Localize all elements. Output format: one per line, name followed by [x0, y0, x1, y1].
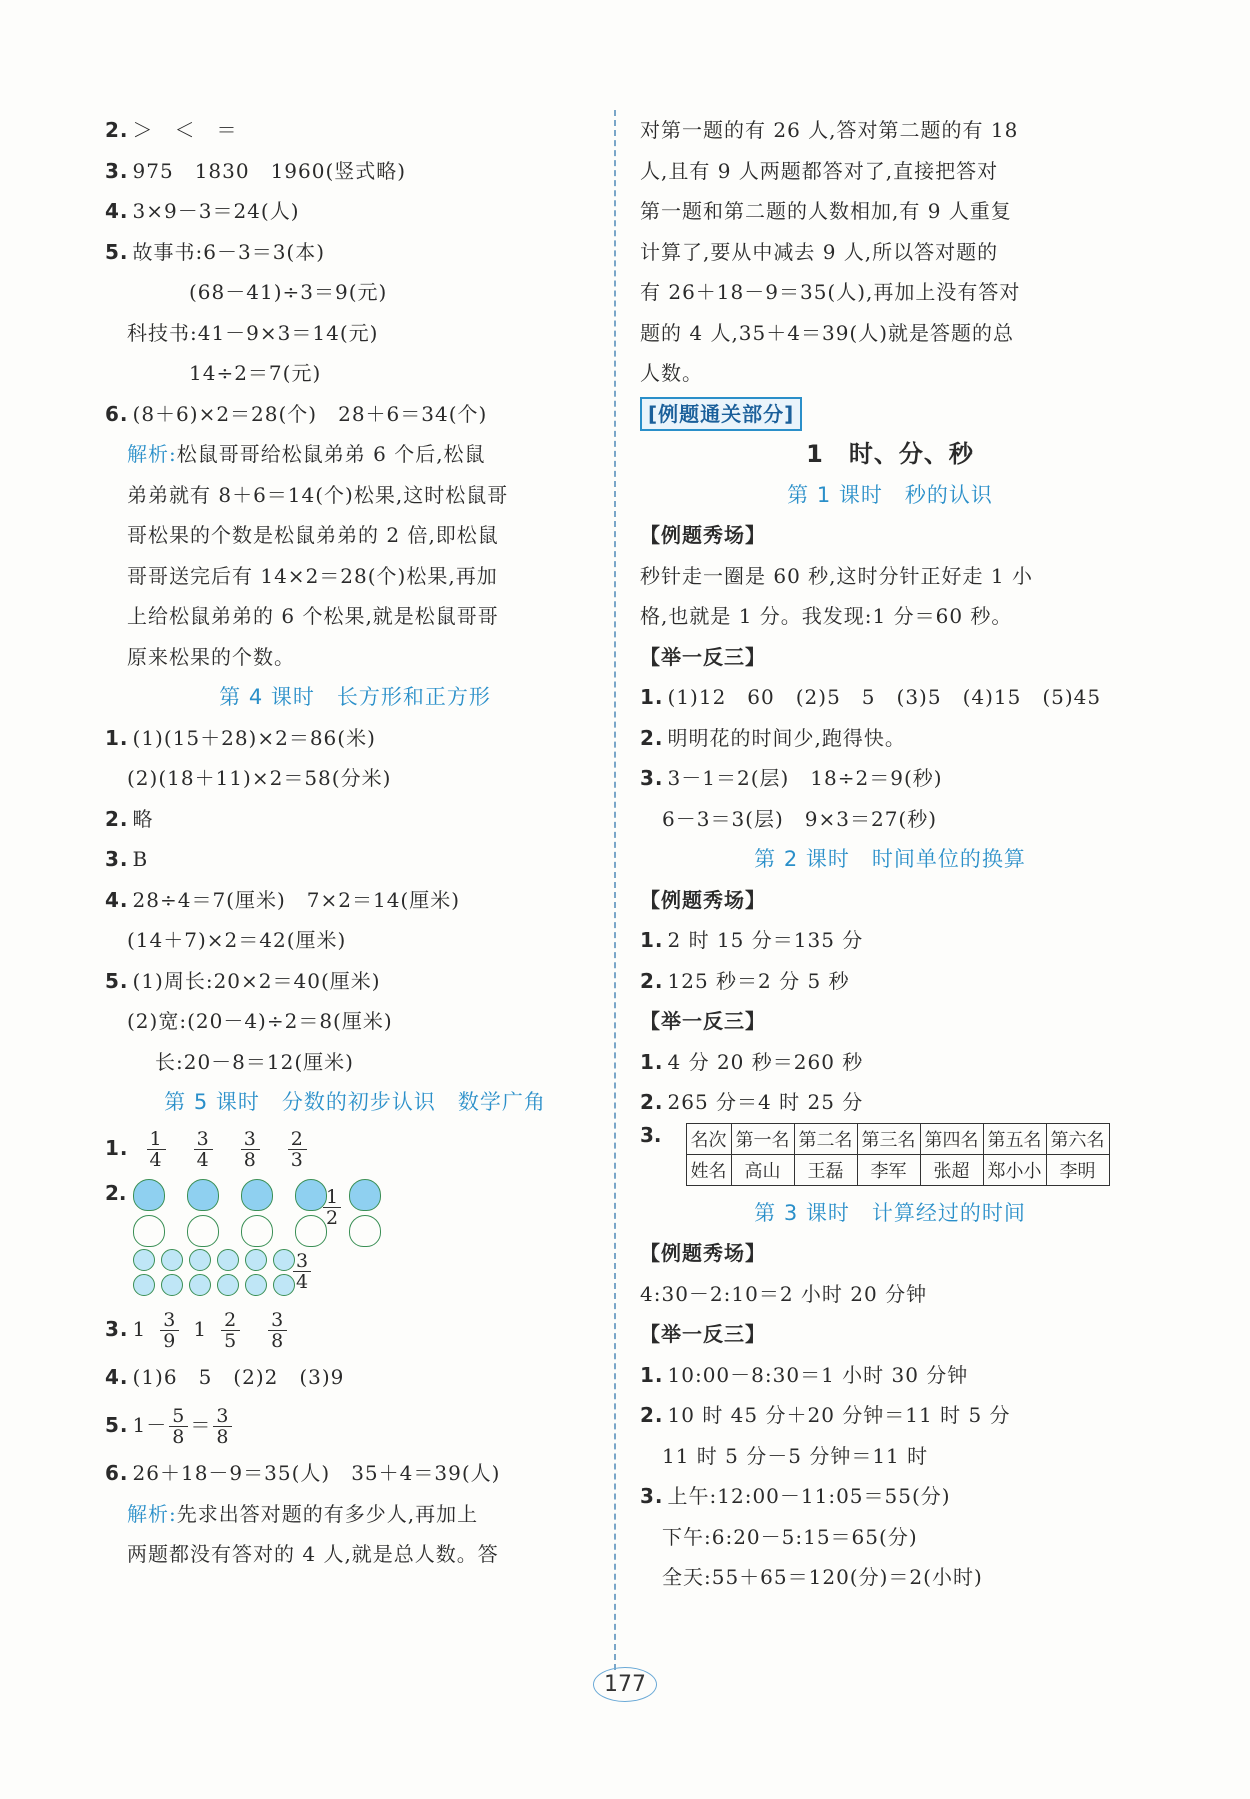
answer-line [640, 1082, 1140, 1123]
answer-line [105, 1453, 605, 1494]
answer-text: 3－1＝2(层) 18÷2＝9(秒) [667, 766, 943, 790]
flower-icon [245, 1249, 267, 1271]
answer-text: 秒针走一圈是 60 秒,这时分针正好走 1 小 [640, 563, 1033, 588]
question-number: 6. [105, 1461, 129, 1485]
answer-text: (8＋6)×2＝28(个) 28＋6＝34(个) [132, 401, 488, 426]
peach-group [133, 1179, 381, 1251]
answer-text: 6－3＝3(层) 9×3＝27(秒) [662, 806, 938, 831]
answer-text: ＝ [190, 1413, 212, 1437]
fraction [241, 1129, 260, 1170]
question-number: 5. [105, 239, 129, 264]
answer-line [105, 353, 605, 394]
denominator: 8 [243, 1148, 257, 1171]
table-header-row [686, 1123, 1109, 1154]
flower-icon [217, 1249, 239, 1271]
ranking-table [686, 1123, 1110, 1186]
answer-line [640, 758, 1140, 799]
answer-text: 先求出答对题的有多少人,再加上 [176, 1501, 479, 1526]
lesson-3-title: 第 3 课时 计算经过的时间 [754, 1200, 1026, 1225]
answer-line [105, 1001, 605, 1042]
question-number: 4. [105, 887, 129, 912]
answer-text: 计算了,要从中减去 9 人,所以答对题的 [640, 239, 999, 264]
answer-text: (2)(18＋11)×2＝58(分米) [127, 766, 392, 790]
peach-row [133, 1215, 381, 1247]
question-3-fractions [105, 1301, 605, 1357]
flower-icon [133, 1249, 155, 1271]
answer-text: 故事书:6－3＝3(本) [132, 239, 326, 264]
practice-heading: 【举一反三】 [640, 1009, 766, 1033]
answer-text: 265 分＝4 时 25 分 [667, 1090, 864, 1114]
answer-text: (68－41)÷3＝9(元) [189, 280, 388, 304]
answer-line [640, 677, 1140, 718]
example-heading: 【例题秀场】 [640, 887, 766, 912]
peach-icon [133, 1179, 165, 1211]
fraction [160, 1310, 179, 1351]
question-number: 2. [105, 806, 129, 831]
answer-text: 原来松果的个数。 [127, 644, 295, 669]
table-cell: 高山 [731, 1154, 794, 1185]
answer-text: 975 1830 1960(竖式略) [132, 158, 407, 183]
answer-line [105, 394, 605, 435]
answer-line [105, 191, 605, 232]
answer-line [105, 110, 605, 151]
question-2-shapes [105, 1173, 605, 1301]
lesson-5-title: 第 5 课时 分数的初步认识 数学广角 [164, 1090, 546, 1114]
question-3-table [640, 1123, 1140, 1193]
flower-icon [217, 1274, 239, 1296]
answer-text: (1)12 60 (2)5 5 (3)5 (4)15 (5)45 [667, 685, 1102, 709]
answer-text: 长:20－8＝12(厘米) [155, 1049, 354, 1074]
question-number: 2. [640, 1403, 664, 1427]
numerator: 3 [293, 1251, 311, 1272]
table-row [686, 1154, 1109, 1185]
numerator: 3 [268, 1310, 287, 1331]
denominator: 8 [271, 1329, 285, 1352]
denominator: 5 [224, 1329, 238, 1352]
table-cell: 名次 [686, 1123, 731, 1154]
denominator: 3 [290, 1148, 304, 1171]
question-number: 3. [105, 1316, 129, 1341]
question-1-fractions [105, 1123, 605, 1173]
left-column [105, 110, 605, 1575]
answer-line [105, 637, 605, 678]
question-number: 5. [105, 1413, 129, 1437]
table-cell: 王磊 [794, 1154, 857, 1185]
peach-icon [187, 1215, 219, 1247]
answer-text: 全天:55＋65＝120(分)＝2(小时) [662, 1565, 983, 1589]
flower-icon [245, 1274, 267, 1296]
answer-text: 有 26＋18－9＝35(人),再加上没有答对 [640, 280, 1021, 304]
answer-text: 略 [132, 806, 154, 831]
answer-line [640, 151, 1140, 192]
answer-text: 4:30－2:10＝2 小时 20 分钟 [640, 1281, 928, 1306]
flower-icon [133, 1274, 155, 1296]
answer-line [640, 1274, 1140, 1315]
answer-text: 10:00－8:30＝1 小时 30 分钟 [667, 1362, 969, 1387]
answer-line [105, 232, 605, 273]
question-number: 3. [640, 1484, 664, 1508]
denominator: 8 [172, 1426, 186, 1448]
answer-line [640, 1557, 1140, 1598]
question-number: 2. [640, 725, 664, 750]
denominator: 4 [149, 1148, 163, 1171]
flower-icon [273, 1274, 295, 1296]
answer-line [105, 718, 605, 759]
answer-text: 弟弟就有 8＋6＝14(个)松果,这时松鼠哥 [127, 482, 509, 507]
answer-text: 第一题和第二题的人数相加,有 9 人重复 [640, 199, 1012, 223]
answer-text: 哥松果的个数是松鼠弟弟的 2 倍,即松鼠 [127, 523, 499, 547]
answer-line [105, 313, 605, 354]
answer-text: B [132, 847, 149, 871]
question-number: 1. [105, 725, 129, 750]
peach-icon [241, 1215, 273, 1247]
answer-text: 两题都没有答对的 4 人,就是总人数。答 [127, 1542, 499, 1566]
numerator: 3 [194, 1129, 213, 1150]
numerator: 3 [241, 1129, 260, 1150]
answer-line [640, 1355, 1140, 1396]
answer-line [640, 1395, 1140, 1436]
practice-heading: 【举一反三】 [640, 1322, 766, 1346]
answer-line [640, 1476, 1140, 1517]
question-number: 1. [640, 1362, 664, 1387]
answer-text: 哥哥送完后有 14×2＝28(个)松果,再加 [127, 563, 498, 588]
analysis-label: 解析: [127, 442, 177, 466]
unit-title: 1 时、分、秒 [806, 440, 974, 468]
question-number: 1. [640, 928, 664, 952]
lesson-2-title: 第 2 课时 时间单位的换算 [754, 847, 1026, 871]
answer-text: 人,且有 9 人两题都答对了,直接把答对 [640, 158, 999, 183]
answer-line [640, 353, 1140, 394]
fraction [288, 1129, 307, 1170]
answer-line [105, 758, 605, 799]
practice-heading: 【举一反三】 [640, 644, 766, 669]
answer-text: 26＋18－9＝35(人) 35＋4＝39(人) [132, 1461, 501, 1485]
answer-line [105, 556, 605, 597]
peach-icon [241, 1179, 273, 1211]
table-cell: 张超 [920, 1154, 983, 1185]
answer-text: 1－ [132, 1413, 168, 1437]
table-cell: 郑小小 [983, 1154, 1046, 1185]
answer-line [640, 799, 1140, 840]
denominator: 2 [326, 1206, 339, 1229]
answer-line [640, 556, 1140, 597]
answer-line [105, 1534, 605, 1575]
answer-text: 28÷4＝7(厘米) 7×2＝14(厘米) [132, 887, 461, 912]
numerator: 1 [323, 1187, 341, 1208]
example-heading: 【例题秀场】 [640, 523, 766, 547]
section-tag-line [640, 394, 1140, 435]
answer-text: (1)(15＋28)×2＝86(米) [132, 725, 376, 750]
numerator: 2 [288, 1129, 307, 1150]
numerator: 5 [169, 1406, 188, 1427]
answer-line [105, 920, 605, 961]
analysis-label: 解析: [127, 1501, 177, 1526]
fraction [194, 1129, 213, 1170]
answer-line [105, 1357, 605, 1398]
numerator: 3 [160, 1310, 179, 1331]
answer-text: (1)周长:20×2＝40(厘米) [132, 968, 381, 993]
question-number: 4. [105, 1364, 129, 1389]
question-number: 6. [105, 401, 129, 426]
answer-line [640, 313, 1140, 354]
answer-text: 1 [193, 1316, 208, 1341]
answer-line [640, 961, 1140, 1002]
question-5-fractions [105, 1397, 605, 1453]
answer-text: 人数。 [640, 361, 703, 385]
answer-line [640, 920, 1140, 961]
answer-line [105, 475, 605, 516]
denominator: 9 [163, 1329, 177, 1352]
answer-line [640, 110, 1140, 151]
answer-line [640, 232, 1140, 273]
answer-text: 1 [132, 1316, 147, 1341]
question-number: 2. [640, 1090, 664, 1114]
fraction [221, 1310, 240, 1351]
peach-icon [349, 1215, 381, 1247]
numerator: 2 [221, 1310, 240, 1331]
answer-text: 3×9－3＝24(人) [132, 199, 300, 223]
answer-line [105, 839, 605, 880]
table-cell: 第六名 [1046, 1123, 1109, 1154]
answer-text: 2 时 15 分＝135 分 [667, 928, 864, 952]
flower-icon [161, 1249, 183, 1271]
answer-line [105, 272, 605, 313]
answer-line [105, 434, 605, 475]
answer-text: 125 秒＝2 分 5 秒 [667, 968, 850, 993]
table-cell: 第一名 [731, 1123, 794, 1154]
answer-text: 下午:6:20－5:15＝65(分) [662, 1524, 918, 1549]
denominator: 4 [196, 1148, 210, 1171]
answer-text: 11 时 5 分－5 分钟＝11 时 [662, 1443, 929, 1468]
answer-text: 对第一题的有 26 人,答对第二题的有 18 [640, 118, 1019, 142]
numerator: 1 [147, 1129, 166, 1150]
question-number: 2. [105, 118, 129, 142]
denominator: 4 [296, 1270, 309, 1293]
answer-text: (2)宽:(20－4)÷2＝8(厘米) [127, 1009, 393, 1033]
lesson-1-title: 第 1 课时 秒的认识 [787, 482, 993, 507]
section-tag: [例题通关部分] [640, 397, 802, 431]
answer-line [105, 151, 605, 192]
fraction [293, 1251, 311, 1292]
flower-row [133, 1274, 295, 1296]
question-number: 2. [640, 968, 664, 993]
fraction [147, 1129, 166, 1170]
question-number: 1. [105, 1135, 129, 1160]
answer-line [640, 1042, 1140, 1083]
flower-icon [189, 1274, 211, 1296]
question-number: 3. [640, 1122, 662, 1147]
answer-text: 上给松鼠弟弟的 6 个松果,就是松鼠哥哥 [127, 604, 499, 628]
answer-line [105, 596, 605, 637]
answer-line [105, 515, 605, 556]
table-cell: 姓名 [686, 1154, 731, 1185]
peach-icon [187, 1179, 219, 1211]
answer-line [105, 880, 605, 921]
answer-line [640, 191, 1140, 232]
table-cell: 第三名 [857, 1123, 920, 1154]
right-column [640, 110, 1140, 1598]
fraction [169, 1406, 188, 1447]
table-cell: 李军 [857, 1154, 920, 1185]
question-number: 2. [105, 1180, 127, 1205]
fraction [323, 1187, 341, 1228]
question-number: 4. [105, 199, 129, 223]
question-number: 5. [105, 968, 129, 993]
table-cell: 第二名 [794, 1123, 857, 1154]
answer-text: 4 分 20 秒＝260 秒 [667, 1049, 864, 1074]
question-number: 1. [640, 1049, 664, 1074]
answer-text: (1)6 5 (2)2 (3)9 [132, 1364, 345, 1389]
flower-icon [161, 1274, 183, 1296]
fraction [268, 1310, 287, 1351]
question-number: 1. [640, 685, 664, 709]
answer-line [105, 961, 605, 1002]
table-cell: 李明 [1046, 1154, 1109, 1185]
example-heading: 【例题秀场】 [640, 1241, 766, 1265]
peach-icon [133, 1215, 165, 1247]
answer-line [640, 1517, 1140, 1558]
flower-icon [189, 1249, 211, 1271]
flower-row [133, 1249, 295, 1271]
lesson-4-title: 第 4 课时 长方形和正方形 [219, 685, 491, 709]
answer-text: 格,也就是 1 分。我发现:1 分＝60 秒。 [640, 604, 1013, 628]
peach-icon [349, 1179, 381, 1211]
answer-text: 松鼠哥哥给松鼠弟弟 6 个后,松鼠 [176, 442, 486, 466]
answer-line [640, 596, 1140, 637]
question-number: 3. [640, 766, 664, 790]
answer-text: 上午:12:00－11:05＝55(分) [667, 1484, 951, 1508]
answer-text: 题的 4 人,35＋4＝39(人)就是答题的总 [640, 320, 1015, 345]
flower-icon [273, 1249, 295, 1271]
answer-line [105, 1494, 605, 1535]
answer-text: (14＋7)×2＝42(厘米) [127, 928, 347, 952]
fraction [213, 1406, 232, 1447]
answer-line [640, 272, 1140, 313]
denominator: 8 [216, 1426, 230, 1448]
page-number: 177 [0, 1667, 1250, 1702]
table-cell: 第四名 [920, 1123, 983, 1154]
flower-group [133, 1249, 309, 1299]
answer-line [105, 799, 605, 840]
answer-text: ＞ ＜ ＝ [132, 118, 238, 142]
answer-text: 明明花的时间少,跑得快。 [667, 725, 906, 750]
numerator: 3 [213, 1406, 232, 1427]
peach-row [133, 1179, 381, 1211]
answer-line [640, 1436, 1140, 1477]
answer-line [105, 1042, 605, 1083]
answer-text: 科技书:41－9×3＝14(元) [127, 320, 379, 345]
column-divider [614, 110, 616, 1670]
answer-text: 14÷2＝7(元) [189, 361, 322, 385]
question-number: 3. [105, 158, 129, 183]
answer-line [640, 718, 1140, 759]
table-cell: 第五名 [983, 1123, 1046, 1154]
question-number: 3. [105, 847, 129, 871]
answer-text: 10 时 45 分＋20 分钟＝11 时 5 分 [667, 1403, 1011, 1427]
